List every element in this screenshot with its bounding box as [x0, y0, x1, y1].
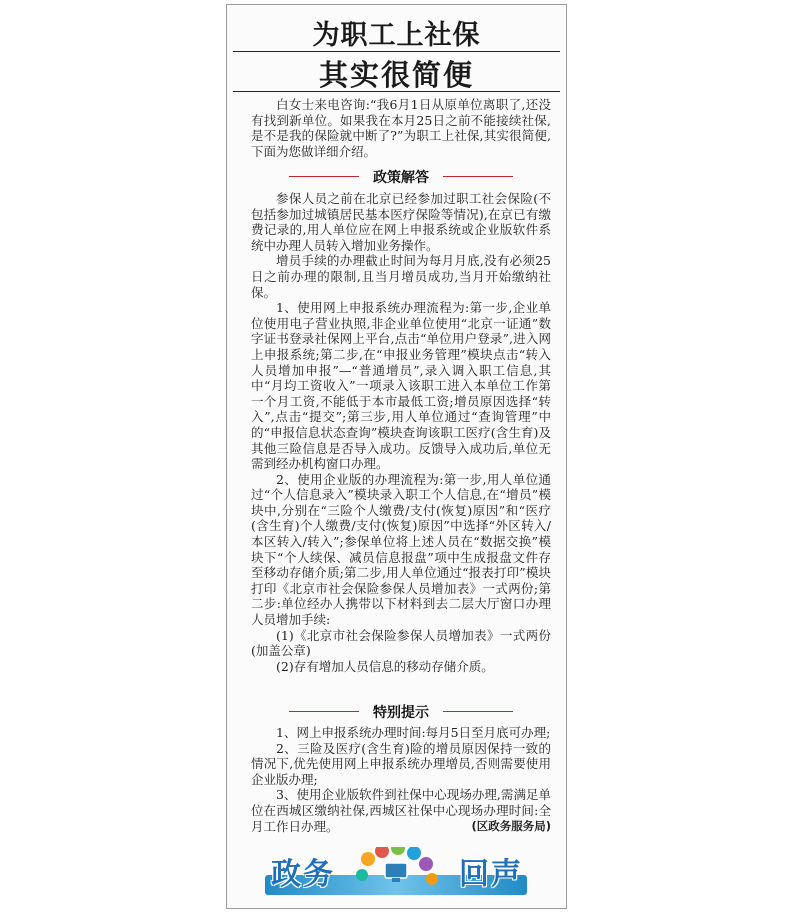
- banner-title-right: 回声: [459, 857, 523, 892]
- column-banner: [265, 847, 527, 905]
- tip-paragraph: 1、网上申报系统办理时间:每月5日至月底可办理;: [276, 725, 551, 740]
- heading-rule-right: [443, 711, 513, 712]
- intro-paragraph: [251, 97, 551, 159]
- tips-body: [251, 725, 551, 834]
- section-title: 政策解答: [373, 170, 429, 186]
- section-heading-tips: [251, 701, 551, 723]
- headline-line-2: 其实很简便: [318, 58, 474, 92]
- policy-paragraph: 参保人员之前在北京已经参加过职工社会保险(不包括参加过城镇居民基本医疗保险等情况),在京已有缴费记录的,用人单位应在网上申报系统或企业版软件系统中办理人员转入增加业务操作。: [251, 191, 551, 253]
- policy-paragraph: 2、使用企业版的办理流程为:第一步,用人单位通过“个人信息录入”模块录入职工个人信息,在“增员”模块中,分别在“三险个人缴费/支付(恢复)原因”和“医疗(含生育)个人缴费/支付(恢复)原因”中选择“外区转入/本区转入/转入”;参保单位将上述人员在“数据交换”模块下“个人续保、减员信息报盘”项中生成报盘文件存至移动存储介质;第二步,用人单位通过“报表打印”模块打印《北京市社会保险参保人员增加表》一式两份;第二步:单位经办人携带以下材料到去二层大厅窗口办理人员增加手续:: [251, 471, 551, 628]
- tip-paragraph: 2、三险及医疗(含生育)险的增员原因保持一致的情况下,优先使用网上申报系统办理增员,否则需要使用企业版办理;: [251, 740, 551, 787]
- banner-title-left: 政务: [271, 857, 335, 892]
- policy-body: [251, 191, 551, 674]
- tip-text: 3、使用企业版软件到社保中心现场办理,需满足单位在西城区缴纳社保,西城区社保中心现场办理时间:全月工作日办理。: [251, 787, 551, 834]
- article-frame: [226, 4, 567, 909]
- headline-divider: [233, 51, 560, 52]
- source-credit: (区政务服务局): [471, 818, 551, 833]
- intro-text: 白女士来电咨询:“我6月1日从原单位离职了,还没有找到新单位。如果我在本月25日之前不能接续社保,是不是我的保险就中断了?”为职工上社保,其实很简便,下面为您做详细介绍。: [251, 97, 551, 159]
- headline-line-1: 为职工上社保: [312, 20, 481, 51]
- policy-paragraph: (2)存有增加人员信息的移动存储介质。: [276, 658, 494, 674]
- section-title: 特别提示: [373, 705, 429, 721]
- policy-paragraph: (1)《北京市社会保险参保人员增加表》一式两份(加盖公章): [251, 627, 551, 659]
- policy-paragraph: 增员手续的办理截止时间为每月月底,没有必须25日之前办理的限制,且当月增员成功,当月开始缴纳社保。: [251, 253, 551, 300]
- section-heading-policy: [251, 166, 551, 188]
- headline-divider-bottom: [233, 91, 560, 92]
- tip-paragraph: [251, 787, 551, 834]
- policy-paragraph: 1、使用网上申报系统办理流程为:第一步,企业单位使用电子营业执照,非企业单位使用“北京一证通”数字证书登录社保网上平台,点击“单位用户登录”,进入网上申报系统;第二步,在“申报业务管理”模块点击“转入人员增加申报”—“普通增员”,录入调入职工信息,其中“月均工资收入”一项录入该职工进入本单位工作第一个月工资,不能低于本市最低工资;增员原因选择“转入”,点击“提交”;第三步,用人单位通过“查询管理”中的“申报信息状态查询”模块查询该职工医疗(含生育)及其他三险信息是否导入成功。反馈导入成功后,单位无需到经办机构窗口办理。: [251, 300, 551, 472]
- heading-rule-right: [443, 176, 513, 177]
